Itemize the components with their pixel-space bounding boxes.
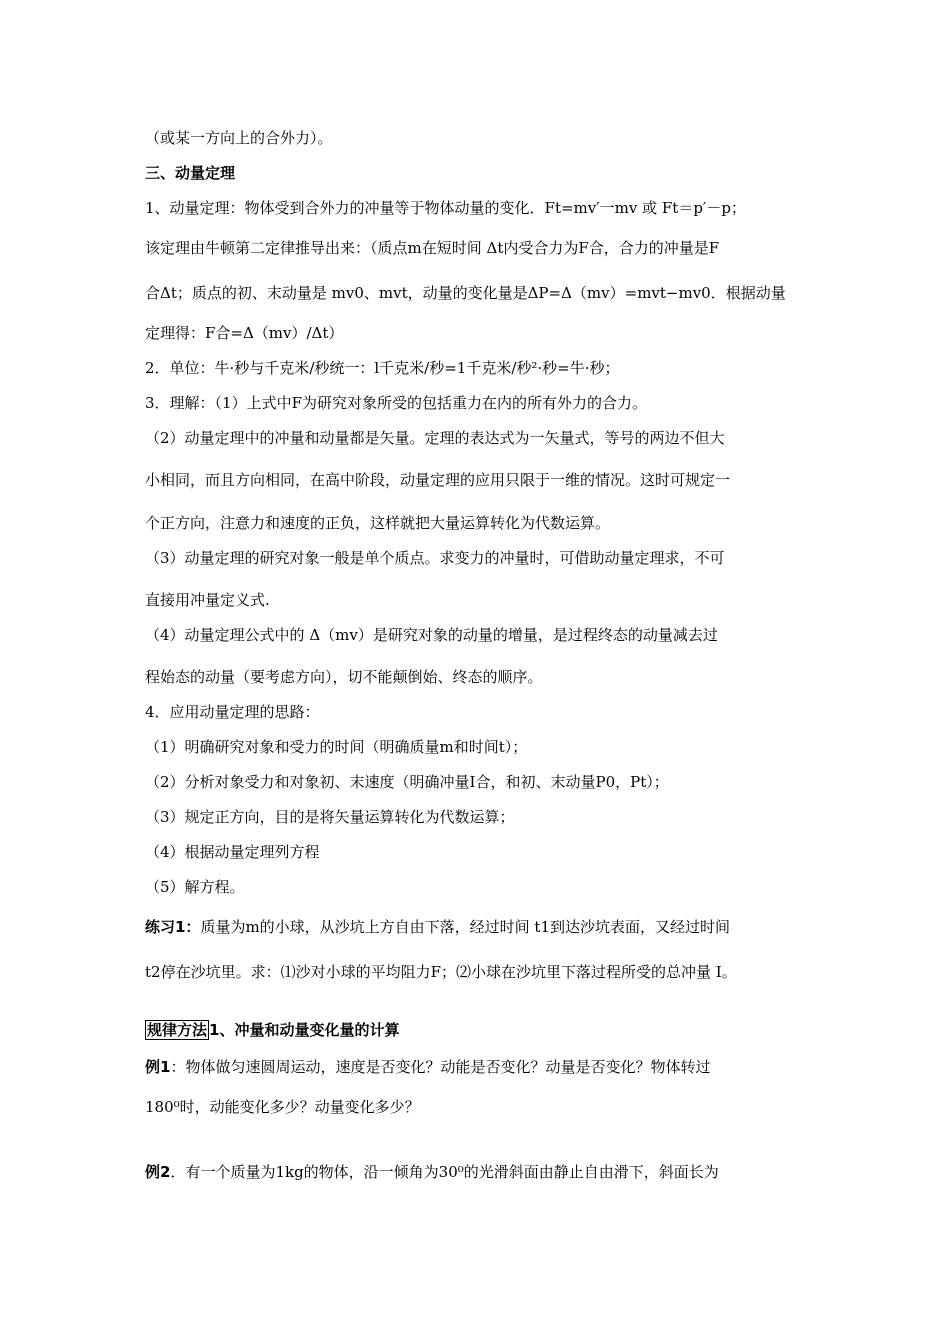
text-line: 4．应用动量定理的思路： bbox=[145, 703, 320, 721]
method-heading bbox=[145, 1020, 399, 1040]
text-line: 直接用冲量定义式. bbox=[145, 591, 270, 609]
list-item: （1）明确研究对象和受力的时间（明确质量m和时间t）； bbox=[145, 738, 528, 756]
text-line: 1、动量定理：物体受到合外力的冲量等于物体动量的变化．Ft=mv′一mv 或 Ft＝p′－p； bbox=[145, 199, 746, 217]
example-label: 例1 bbox=[145, 1058, 171, 1076]
list-item: （4）根据动量定理列方程 bbox=[145, 843, 320, 861]
example-text: ．有一个质量为1kg的物体，沿一倾角为30⁰的光滑斜面由静止自由滑下，斜面长为 bbox=[170, 1163, 719, 1181]
example-line bbox=[145, 1057, 710, 1077]
exercise-label: 练习1： bbox=[145, 918, 201, 936]
text-line: 程始态的动量（要考虑方向），切不能颠倒始、终态的顺序。 bbox=[145, 668, 543, 686]
method-title: 1、冲量和动量变化量的计算 bbox=[209, 1021, 400, 1039]
text-line: 合Δt；质点的初、末动量是 mv0、mvt，动量的变化量是ΔP=Δ（mv）=mvt−mv0．根据动量 bbox=[145, 284, 786, 302]
text-line: 180⁰时，动能变化多少？动量变化多少？ bbox=[145, 1098, 420, 1116]
list-item: （5）解方程。 bbox=[145, 878, 245, 896]
method-box-label: 规律方法 bbox=[147, 1021, 208, 1039]
text-line: （4）动量定理公式中的 Δ（mv）是研究对象的动量的增量，是过程终态的动量减去过 bbox=[145, 626, 718, 644]
example-text: ：物体做匀速圆周运动，速度是否变化？动能是否变化？动量是否变化？物体转过 bbox=[170, 1058, 711, 1076]
text-line: 个正方向，注意力和速度的正负，这样就把大量运算转化为代数运算。 bbox=[145, 514, 611, 532]
text-line: （或某一方向上的合外力）。 bbox=[145, 129, 333, 147]
text-line: t2停在沙坑里。求：⑴沙对小球的平均阻力F；⑵小球在沙坑里下落过程所受的总冲量 I。 bbox=[145, 963, 737, 981]
text-line: 3．理解：（1）上式中F为研究对象所受的包括重力在内的所有外力的合力。 bbox=[145, 394, 647, 412]
text-line: 该定理由牛顿第二定律推导出来：（质点m在短时间 Δt内受合力为F合，合力的冲量是F bbox=[145, 239, 720, 257]
text-line: 定理得：F合=Δ（mv）/Δt） bbox=[145, 324, 344, 342]
example-line bbox=[145, 1162, 719, 1182]
text-line: 小相同，而且方向相同，在高中阶段，动量定理的应用只限于一维的情况。这时可规定一 bbox=[145, 471, 731, 489]
text-line: （2）动量定理中的冲量和动量都是矢量。定理的表达式为一矢量式，等号的两边不但大 bbox=[145, 429, 725, 447]
list-item: （2）分析对象受力和对象初、末速度（明确冲量I合，和初、末动量P0，Pt）； bbox=[145, 773, 669, 791]
exercise-line bbox=[145, 917, 730, 937]
text-line: （3）动量定理的研究对象一般是单个质点。求变力的冲量时，可借助动量定理求，不可 bbox=[145, 549, 725, 567]
example-label: 例2 bbox=[145, 1163, 171, 1181]
exercise-text: 质量为m的小球，从沙坑上方自由下落，经过时间 t1到达沙坑表面，又经过时间 bbox=[200, 918, 731, 936]
section-heading: 三、动量定理 bbox=[145, 164, 236, 182]
text-line: 2．单位：牛·秒与千克米/秒统一：l千克米/秒=1千克米/秒²·秒=牛·秒； bbox=[145, 359, 620, 377]
list-item: （3）规定正方向，目的是将矢量运算转化为代数运算； bbox=[145, 808, 515, 826]
